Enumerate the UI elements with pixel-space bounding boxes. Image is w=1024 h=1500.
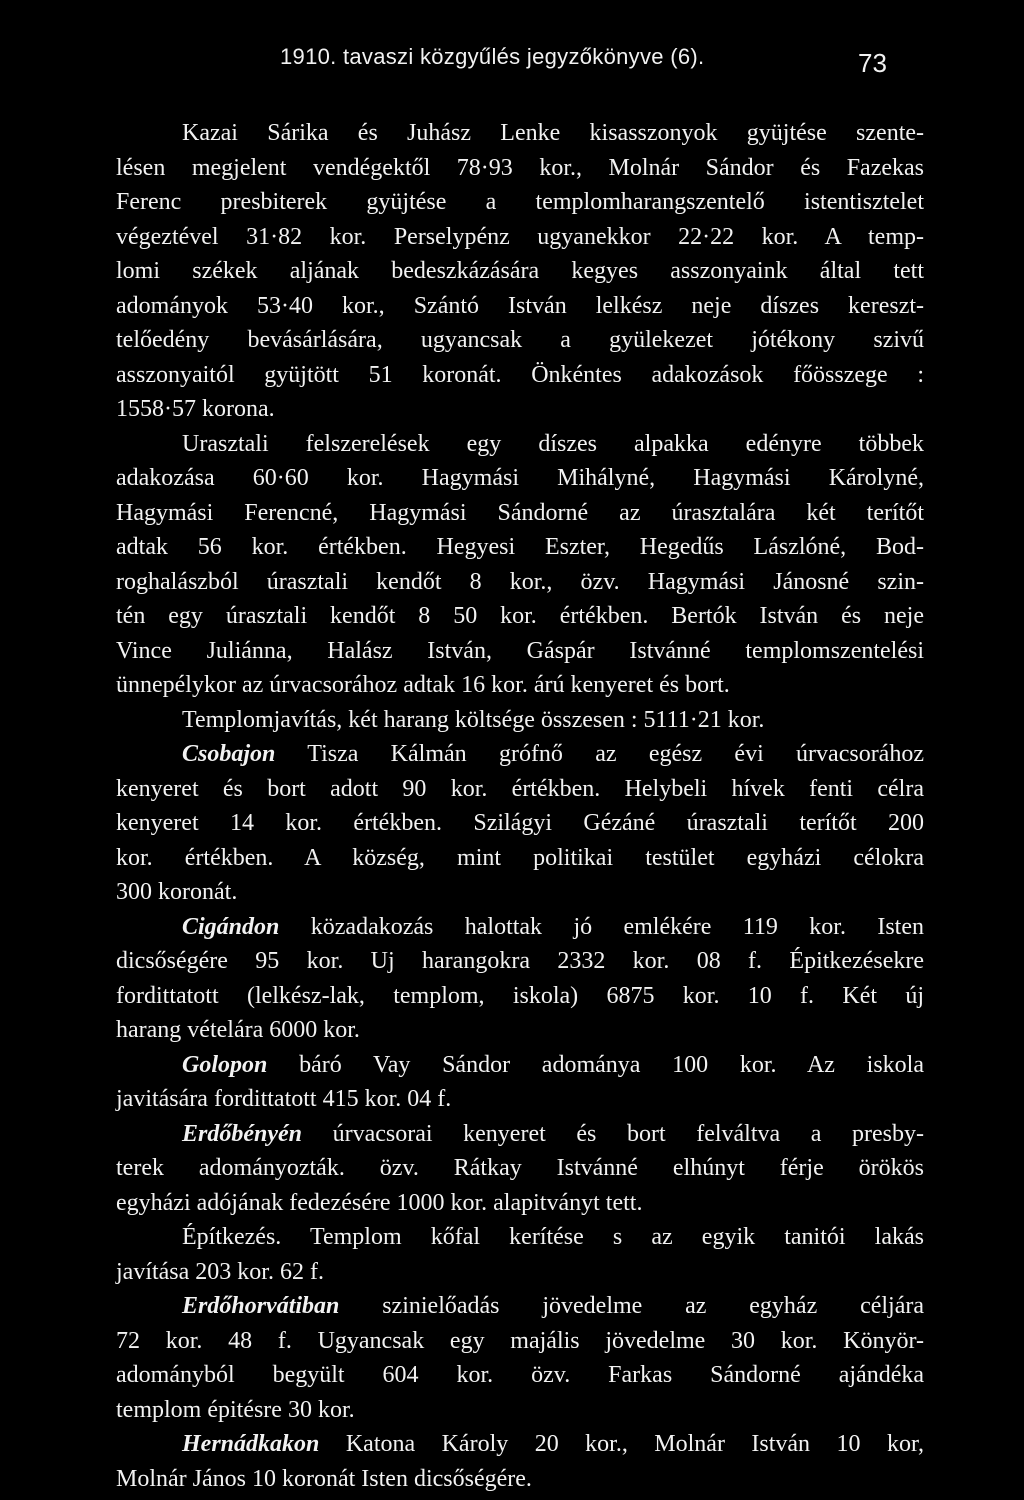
line-text: templom épitésre 30 kor. — [116, 1396, 355, 1423]
line-text: javítása 203 kor. 62 f. — [116, 1258, 324, 1285]
line-text: adományból begyült 604 kor. özv. Farkas Sándorné ajándéka — [116, 1362, 924, 1388]
line-text: végeztével 31·82 kor. Perselypénz ugyanekkor 22·22 kor. A temp- — [116, 223, 924, 250]
text-line — [116, 1324, 924, 1359]
place-name: Golopon — [182, 1051, 268, 1078]
line-text: adományok 53·40 kor., Szántó István lelkész neje díszes kereszt- — [116, 292, 924, 319]
page-header — [0, 40, 1024, 80]
text-line — [116, 392, 924, 427]
line-text: Molnár János 10 koronát Isten dicsőségére. — [116, 1465, 532, 1492]
line-text: 72 kor. 48 f. Ugyancsak egy majális jövedelme 30 kor. Könyör- — [116, 1327, 924, 1354]
line-text: adtak 56 kor. értékben. Hegyesi Eszter, Hegedűs Lászlóné, Bod- — [116, 534, 924, 560]
line-text: telőedény bevásárlására, ugyancsak a gyülekezet jótékony szivű — [116, 327, 924, 353]
text-line — [116, 358, 924, 393]
text-line — [116, 703, 924, 738]
text-line — [116, 116, 924, 151]
text-line — [116, 1462, 924, 1497]
line-text: báró Vay Sándor adománya 100 kor. Az iskola — [299, 1051, 925, 1078]
line-text: Hagymási Ferencné, Hagymási Sándorné az úrasztalára két terítőt — [116, 499, 924, 526]
line-text: terek adományozták. özv. Rátkay Istvánné elhúnyt férje örökös — [116, 1155, 924, 1181]
text-line — [116, 841, 924, 876]
place-name: Erdőbényén — [182, 1120, 302, 1147]
page-number: 73 — [858, 48, 887, 78]
text-line — [116, 599, 924, 634]
place-name: Csobajon — [182, 741, 276, 767]
text-line — [116, 254, 924, 289]
text-line — [116, 220, 924, 255]
line-text: harang vételára 6000 kor. — [116, 1017, 360, 1043]
text-line — [116, 910, 924, 945]
text-line — [116, 323, 924, 358]
place-name: Erdőhorvátiban — [182, 1293, 340, 1319]
text-line — [116, 1220, 924, 1255]
text-line — [116, 530, 924, 565]
text-line — [116, 1186, 924, 1221]
text-line — [116, 565, 924, 600]
text-line — [116, 1117, 924, 1152]
line-text: Kazai Sárika és Juhász Lenke kisasszonyok gyüjtése szente- — [182, 120, 924, 146]
text-line — [116, 289, 924, 324]
running-title: 1910. tavaszi közgyűlés jegyzőkönyve (6). — [280, 44, 705, 69]
line-text: úrvacsorai kenyeret és bort felváltva a presby- — [332, 1120, 924, 1147]
line-text: Ferenc presbiterek gyüjtése a templomharangszentelő istentisztelet — [116, 189, 924, 215]
text-line — [116, 1289, 924, 1324]
line-text: Építkezés. Templom kőfal kerítése s az egyik tanitói lakás — [182, 1224, 924, 1250]
text-line — [116, 1427, 924, 1462]
line-text: Vince Juliánna, Halász István, Gáspár Istvánné templomszentelési — [116, 637, 924, 664]
text-line — [116, 1358, 924, 1393]
text-line — [116, 944, 924, 979]
text-line — [116, 1393, 924, 1428]
text-line — [116, 1082, 924, 1117]
line-text: adakozása 60·60 kor. Hagymási Mihályné, Hagymási Károlyné, — [116, 465, 924, 491]
line-text: 300 koronát. — [116, 879, 238, 905]
line-text: lomi székek aljának bedeszkázására kegyes asszonyaink által tett — [116, 258, 924, 284]
text-line — [116, 1151, 924, 1186]
place-name: Hernádkakon — [182, 1431, 320, 1457]
line-text: asszonyaitól gyüjtött 51 koronát. Önkéntes adakozások főösszege : — [116, 361, 924, 388]
line-text: lésen megjelent vendégektől 78·93 kor., Molnár Sándor és Fazekas — [116, 154, 924, 181]
text-line — [116, 185, 924, 220]
line-text: kenyeret és bort adott 90 kor. értékben. Helybeli hívek fenti célra — [116, 775, 924, 802]
text-line — [116, 668, 924, 703]
text-line — [116, 806, 924, 841]
text-line — [116, 1013, 924, 1048]
line-text: közadakozás halottak jó emlékére 119 kor. Isten — [310, 913, 925, 940]
text-line — [116, 1255, 924, 1290]
line-text: egyházi adójának fedezésére 1000 kor. alapitványt tett. — [116, 1189, 643, 1216]
text-line — [116, 979, 924, 1014]
line-text: fordittatott (lelkész-lak, templom, iskola) 6875 kor. 10 f. Két új — [116, 982, 924, 1009]
line-text: Katona Károly 20 kor., Molnár István 10 kor, — [345, 1431, 925, 1457]
line-text: ünnepélykor az úrvacsorához adtak 16 kor. árú kenyeret és bort. — [116, 672, 730, 698]
line-text: javitására fordittatott 415 kor. 04 f. — [116, 1086, 452, 1112]
line-text: Templomjavítás, két harang költsége összesen : 5111·21 kor. — [182, 706, 765, 733]
text-line — [116, 1048, 924, 1083]
text-line — [116, 496, 924, 531]
text-line — [116, 461, 924, 496]
line-text: kor. értékben. A község, mint politikai testület egyházi célokra — [116, 844, 924, 871]
line-text: Urasztali felszerelések egy díszes alpakka edényre többek — [182, 430, 924, 457]
text-line — [116, 737, 924, 772]
text-line — [116, 875, 924, 910]
line-text: tén egy úrasztali kendőt 8 50 kor. értékben. Bertók István és neje — [116, 603, 924, 629]
line-text: szinielőadás jövedelme az egyház céljára — [382, 1293, 925, 1319]
body-text — [116, 116, 924, 1496]
text-line — [116, 151, 924, 186]
text-line — [116, 634, 924, 669]
text-line — [116, 772, 924, 807]
line-text: kenyeret 14 kor. értékben. Szilágyi Gézáné úrasztali terítőt 200 — [116, 810, 924, 836]
line-text: Tisza Kálmán grófnő az egész évi úrvacsorához — [307, 741, 924, 767]
line-text: 1558·57 korona. — [116, 396, 275, 422]
text-line — [116, 427, 924, 462]
line-text: dicsőségére 95 kor. Uj harangokra 2332 kor. 08 f. Épitkezésekre — [116, 948, 924, 974]
place-name: Cigándon — [182, 913, 280, 940]
line-text: roghalászból úrasztali kendőt 8 kor., özv. Hagymási Jánosné szin- — [116, 568, 924, 595]
